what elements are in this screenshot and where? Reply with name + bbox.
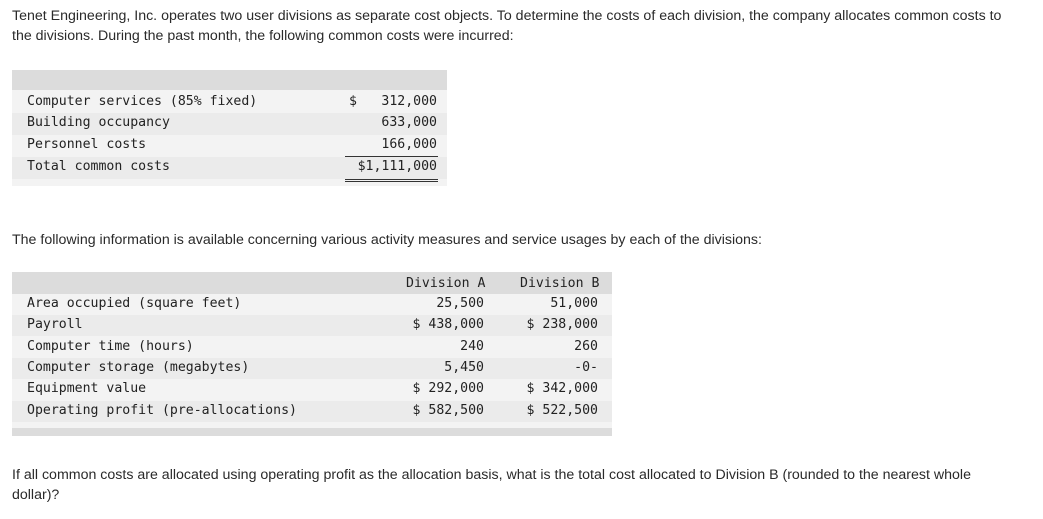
- division-b-value: 260: [574, 339, 598, 354]
- table-row-total: [12, 157, 447, 179]
- table-row: [12, 92, 447, 114]
- division-b-value: 51,000: [550, 296, 598, 311]
- intro-paragraph: Tenet Engineering, Inc. operates two user divisions as separate cost objects. To determine the costs of each division, the company allocates common costs to the divisions. During the past month, the following common costs were incurred:: [12, 8, 1002, 44]
- division-b-value: -0-: [574, 360, 598, 375]
- division-a-value: $ 582,500: [412, 403, 484, 418]
- row-amount: $1,111,000: [357, 159, 437, 174]
- table-row: [12, 401, 612, 422]
- division-a-value: 240: [460, 339, 484, 354]
- division-a-value: 25,500: [436, 296, 484, 311]
- table-row: [12, 113, 447, 135]
- table-row: [12, 379, 612, 400]
- table-row: [12, 135, 447, 157]
- row-label: Building occupancy: [27, 115, 170, 130]
- division-b-value: $ 238,000: [526, 317, 598, 332]
- division-b-value: $ 342,000: [526, 381, 598, 396]
- row-label: Computer services (85% fixed): [27, 94, 258, 109]
- table-row: [12, 294, 612, 315]
- activity-measures-table: [12, 272, 612, 436]
- row-label: Total common costs: [27, 159, 170, 174]
- row-label: Payroll: [27, 317, 83, 332]
- table-row: [12, 315, 612, 336]
- column-header-division-a: Division A: [406, 276, 486, 291]
- division-a-value: 5,450: [444, 360, 484, 375]
- row-amount: 166,000: [381, 137, 437, 152]
- division-b-value: $ 522,500: [526, 403, 598, 418]
- row-amount: 633,000: [381, 115, 437, 130]
- table-footer-bar: [12, 428, 612, 436]
- column-header-division-b: Division B: [520, 276, 600, 291]
- table-row: [12, 358, 612, 379]
- row-label: Operating profit (pre-allocations): [27, 403, 297, 418]
- row-label: Computer storage (megabytes): [27, 360, 250, 375]
- total-double-underline-top: [345, 179, 438, 180]
- row-label: Area occupied (square feet): [27, 296, 242, 311]
- table-row: [12, 337, 612, 358]
- total-double-underline-bottom: [345, 181, 438, 182]
- currency-symbol: $: [349, 94, 357, 109]
- row-label: Personnel costs: [27, 137, 147, 152]
- division-a-value: $ 292,000: [412, 381, 484, 396]
- activity-intro-paragraph: The following information is available concerning various activity measures and service usages by each of the divisions:: [12, 232, 762, 248]
- question-paragraph: If all common costs are allocated using operating profit as the allocation basis, what is the total cost allocated to Division B (rounded to the nearest whole dollar)?: [12, 467, 971, 503]
- common-costs-table: [12, 70, 447, 186]
- row-label: Equipment value: [27, 381, 147, 396]
- row-amount: 312,000: [381, 94, 437, 109]
- table-header-bar: [12, 70, 447, 90]
- division-a-value: $ 438,000: [412, 317, 484, 332]
- row-label: Computer time (hours): [27, 339, 194, 354]
